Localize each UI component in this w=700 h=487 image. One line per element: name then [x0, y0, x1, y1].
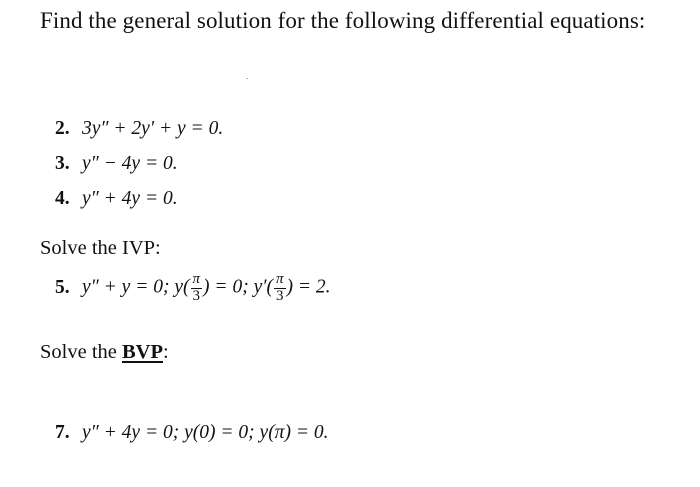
- ivp-equation-part2: ) = 0; y′(: [203, 276, 273, 298]
- problem-3: [55, 153, 178, 175]
- problem-2: [55, 118, 223, 140]
- problem-equation: 3y″ + 2y′ + y = 0.: [82, 118, 224, 139]
- bvp-label: [40, 341, 169, 364]
- problem-7: [55, 422, 328, 444]
- fraction-denominator: 3: [275, 287, 284, 304]
- problem-equation: y″ − 4y = 0.: [82, 153, 178, 174]
- problem-number: 3.: [55, 153, 70, 174]
- problem-number: 7.: [55, 422, 70, 443]
- bvp-label-bold: BVP: [122, 341, 163, 363]
- fraction-denominator: 3: [192, 287, 201, 304]
- problem-5: [55, 272, 331, 305]
- fraction-pi-over-3: [191, 272, 203, 305]
- problem-4: [55, 188, 178, 210]
- worksheet-heading: Find the general solution for the following differential equations:: [40, 8, 646, 33]
- ivp-label: Solve the IVP:: [40, 237, 161, 259]
- problem-equation: y″ + 4y = 0; y(0) = 0; y(π) = 0.: [82, 422, 329, 443]
- bvp-label-prefix: Solve the: [40, 341, 122, 363]
- problem-equation: y″ + 4y = 0.: [82, 188, 178, 209]
- problem-number: 4.: [55, 188, 70, 209]
- speck: [246, 78, 248, 79]
- ivp-equation-part1: y″ + y = 0; y(: [82, 276, 190, 298]
- fraction-numerator: π: [192, 271, 201, 287]
- problem-number: 5.: [55, 276, 70, 298]
- fraction-pi-over-3: [274, 272, 286, 305]
- bvp-label-suffix: :: [163, 341, 169, 363]
- fraction-numerator: π: [275, 271, 284, 287]
- ivp-equation-part3: ) = 2.: [286, 276, 331, 298]
- problem-number: 2.: [55, 118, 70, 139]
